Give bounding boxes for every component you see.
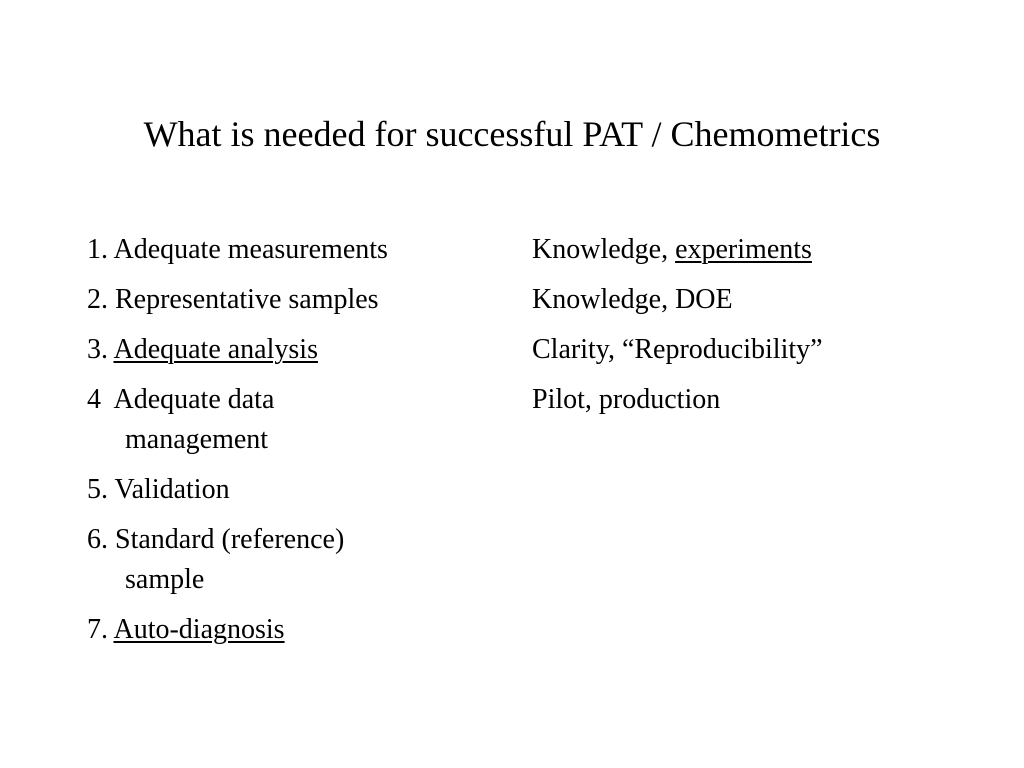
requirement-number: 4 [87,384,114,415]
means-text: Knowledge, [532,234,676,265]
requirement-number: 3. [87,334,114,365]
requirement-continuation: management [125,424,269,455]
requirement-item-1 [87,230,388,270]
requirement-text: Adequate data [113,384,275,415]
requirement-item-6 [87,520,344,600]
requirement-item-4 [87,380,274,460]
requirement-number: 1. [87,234,114,265]
means-item-2 [532,280,733,320]
requirement-text: Auto-diagnosis [113,614,285,645]
means-item-3 [532,330,823,370]
requirement-text: Representative samples [115,284,379,315]
means-text: Pilot, production [532,384,721,415]
requirement-text: Validation [114,474,230,505]
requirement-number: 6. [87,524,115,555]
requirement-item-2 [87,280,379,320]
requirement-continuation: sample [125,564,205,595]
requirement-item-3 [87,330,318,370]
means-text: Knowledge, DOE [532,284,733,315]
requirement-text: Adequate analysis [113,334,318,365]
requirement-item-7 [87,610,285,650]
requirement-number: 7. [87,614,114,645]
requirement-item-5 [87,470,230,510]
requirement-text: Standard (reference) [115,524,345,555]
slide-title: What is needed for successful PAT / Chemometrics [143,114,881,154]
requirement-text: Adequate measurements [113,234,388,265]
means-item-1 [532,230,812,270]
means-item-4 [532,380,720,420]
requirement-number: 5. [87,474,115,505]
means-underlined-text: experiments [675,234,812,265]
requirement-number: 2. [87,284,115,315]
means-text: Clarity, “Reproducibility” [532,334,823,365]
